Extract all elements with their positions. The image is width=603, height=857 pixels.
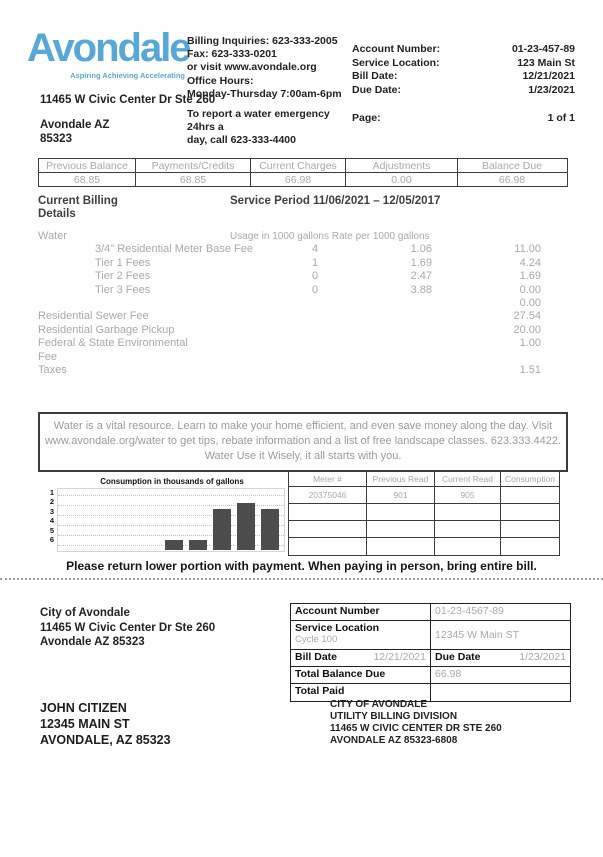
account-number-label: Account Number:	[352, 43, 441, 55]
stub-bill-date-value: 12/21/2021	[373, 651, 426, 663]
stub-due-date-label: Due Date	[435, 651, 481, 663]
charge-row: 0.00	[519, 297, 541, 310]
avondale-logo: Avondale	[27, 26, 190, 70]
y-tick: 2	[49, 497, 54, 507]
meter-table-row	[289, 504, 559, 521]
summary-header: Current Charges	[251, 159, 346, 172]
water-conservation-notice	[38, 412, 568, 472]
charge-row: Taxes 1.51	[38, 364, 541, 377]
payee-line: AVONDALE AZ 85323-6808	[330, 735, 458, 746]
current-billing-details-title: Current Billing Details	[38, 195, 118, 220]
consumption-bar	[189, 540, 207, 550]
summary-header: Balance Due	[481, 160, 543, 172]
contact-info	[187, 35, 352, 101]
summary-header: Previous Balance	[39, 159, 136, 172]
meter-table-row	[289, 538, 559, 555]
account-summary-block	[352, 43, 575, 97]
due-date-row	[352, 84, 575, 98]
billing-inquiries-line: Billing Inquiries: 623-333-2005	[187, 35, 338, 47]
previous-balance-value: 68.85	[39, 173, 136, 186]
consumption-bar	[165, 540, 183, 550]
charge-row: Federal & State Environmental Fee 1.00	[38, 337, 541, 363]
due-date-label: Due Date:	[352, 83, 402, 96]
y-tick: 6	[49, 534, 54, 544]
notice-line: www.avondale.org/water to get tips, rebate information and a list of free landscape classes. 623.333.4422.	[44, 435, 562, 447]
consumption-bar	[261, 509, 279, 550]
emergency-line: 24hrs a	[187, 121, 224, 134]
summary-value-row	[39, 173, 567, 186]
balance-due-value: 66.98	[498, 174, 526, 186]
payee-line: UTILITY BILLING DIVISION	[330, 711, 458, 722]
stub-total-balance-value: 66.98	[435, 668, 462, 680]
page-value: 1 of 1	[547, 112, 575, 124]
current-read-header: Current Read	[435, 472, 501, 487]
bill-date-value: 12/21/2021	[522, 70, 575, 83]
customer-street: 12345 MAIN ST	[40, 717, 130, 731]
current-charges-value: 66.98	[251, 173, 346, 186]
bill-date-row	[352, 70, 575, 84]
notice-line: Water Use it Wisely, it all starts with you.	[204, 450, 402, 462]
consumption-bar	[237, 503, 255, 550]
payee-address	[330, 699, 502, 747]
service-location-row	[352, 57, 575, 71]
meter-table-row	[289, 521, 559, 538]
account-number-row	[352, 43, 575, 57]
bill-date-label: Bill Date:	[352, 70, 398, 83]
y-tick: 3	[49, 506, 54, 516]
return-lower-portion-notice: Please return lower portion with payment. When paying in person, bring entire bill.	[66, 559, 537, 573]
due-date-value: 1/23/2021	[528, 83, 575, 96]
stub-account-number-row	[291, 604, 570, 621]
stub-service-location-value: 12345 W Main ST	[435, 629, 520, 641]
stub-cycle: Cycle 100	[295, 634, 338, 645]
meter-table-row: 20375046 901 905	[289, 487, 559, 504]
stub-total-balance-row	[291, 667, 570, 684]
stub-sender-line: 11465 W Civic Center Dr Ste 260	[40, 621, 216, 634]
charge-row: 3/4" Residential Meter Base Fee 4 1.06 11.00	[95, 243, 541, 256]
adjustments-value: 0.00	[346, 173, 458, 186]
remittance-stub-table	[290, 603, 571, 702]
summary-header: Adjustments	[346, 159, 458, 172]
address-city: Avondale AZ	[40, 119, 110, 131]
consumption-bar	[213, 509, 231, 550]
payee-line: CITY OF AVONDALE	[330, 699, 428, 710]
consumption-chart	[44, 477, 286, 552]
y-tick: 1	[49, 488, 54, 497]
charge-row: Tier 1 Fees 1 1.69 4.24	[95, 256, 541, 269]
previous-read-header: Previous Read	[367, 472, 435, 487]
charge-rows	[38, 243, 541, 377]
stub-due-date-value: 1/23/2021	[519, 651, 566, 663]
stub-total-paid-label: Total Paid	[291, 684, 431, 701]
office-hours-label: Office Hours:	[187, 74, 254, 87]
chart-title: Consumption in thousands of gallons	[100, 477, 244, 486]
perforation-line	[0, 578, 603, 580]
stub-dates-row	[291, 650, 570, 667]
charge-row: Tier 2 Fees 0 2.47 1.69	[95, 270, 541, 283]
charge-row: Tier 3 Fees 0 3.88 0.00	[95, 283, 541, 296]
summary-header: Payments/Credits	[136, 159, 251, 172]
stub-total-balance-label: Total Balance Due	[291, 667, 431, 683]
meter-table-header-row	[289, 472, 559, 487]
address-zip: 85323	[40, 133, 72, 145]
address-street: 11465 W Civic Center Dr Ste 260	[40, 94, 216, 106]
office-hours-value: Monday-Thursday 7:00am-6pm	[187, 87, 342, 100]
usage-rate-header: Usage in 1000 gallons Rate per 1000 gallons	[230, 231, 430, 242]
payee-line: 11465 W CIVIC CENTER DR STE 260	[330, 723, 502, 734]
page-number-row	[352, 112, 575, 124]
stub-sender-line: Avondale AZ 85323	[40, 636, 145, 648]
stub-service-location-label: Service Location	[295, 622, 380, 634]
chart-bars	[165, 503, 279, 550]
notice-line: Water is a vital resource. Learn to make your home efficient, and even save money along the day. Visit	[53, 420, 553, 432]
service-location-value: 123 Main St	[517, 56, 575, 69]
service-location-label: Service Location:	[352, 56, 440, 69]
meter-number-header: Meter #	[289, 472, 367, 487]
y-tick: 4	[49, 516, 54, 526]
charge-row: Residential Garbage Pickup 20.00	[38, 323, 541, 336]
consumption-header: Consumption	[501, 472, 559, 487]
service-period: Service Period 11/06/2021 – 12/05/2017	[230, 195, 441, 207]
stub-service-location-row	[291, 621, 570, 650]
customer-city: AVONDALE, AZ 85323	[40, 733, 171, 747]
logo-tagline: Aspiring Achieving Accelerating	[70, 71, 185, 80]
account-number-value: 01-23-457-89	[511, 43, 575, 55]
stub-account-number-label: Account Number	[291, 604, 431, 620]
water-section-header	[38, 230, 541, 243]
emergency-line: day, call 623-333-4400	[187, 134, 296, 147]
utility-return-address	[40, 93, 215, 146]
charges-detail	[38, 230, 541, 377]
customer-name: JOHN CITIZEN	[40, 701, 127, 715]
charge-row: Residential Sewer Fee 27.54	[38, 310, 541, 323]
payments-credits-value: 68.85	[136, 173, 251, 186]
chart-plot-area	[57, 488, 285, 552]
water-label: Water	[38, 230, 67, 242]
emergency-line: To report a water emergency	[187, 108, 330, 120]
chart-y-axis-ticks	[44, 488, 57, 544]
fax-line: Fax: 623-333-0201	[187, 48, 277, 61]
y-tick: 5	[49, 525, 54, 535]
meter-table-body	[289, 487, 559, 555]
stub-bill-date-label: Bill Date	[295, 651, 338, 663]
stub-sender-address	[40, 606, 215, 650]
customer-mailing-address	[40, 700, 171, 748]
website-line: or visit www.avondale.org	[187, 61, 317, 74]
summary-header-row	[39, 159, 567, 173]
stub-account-number-value: 01-23-4567-89	[435, 605, 504, 617]
balance-summary-table	[38, 158, 568, 187]
stub-sender-line: City of Avondale	[40, 607, 130, 619]
meter-reads-table	[288, 471, 560, 556]
page-label: Page:	[352, 112, 381, 124]
